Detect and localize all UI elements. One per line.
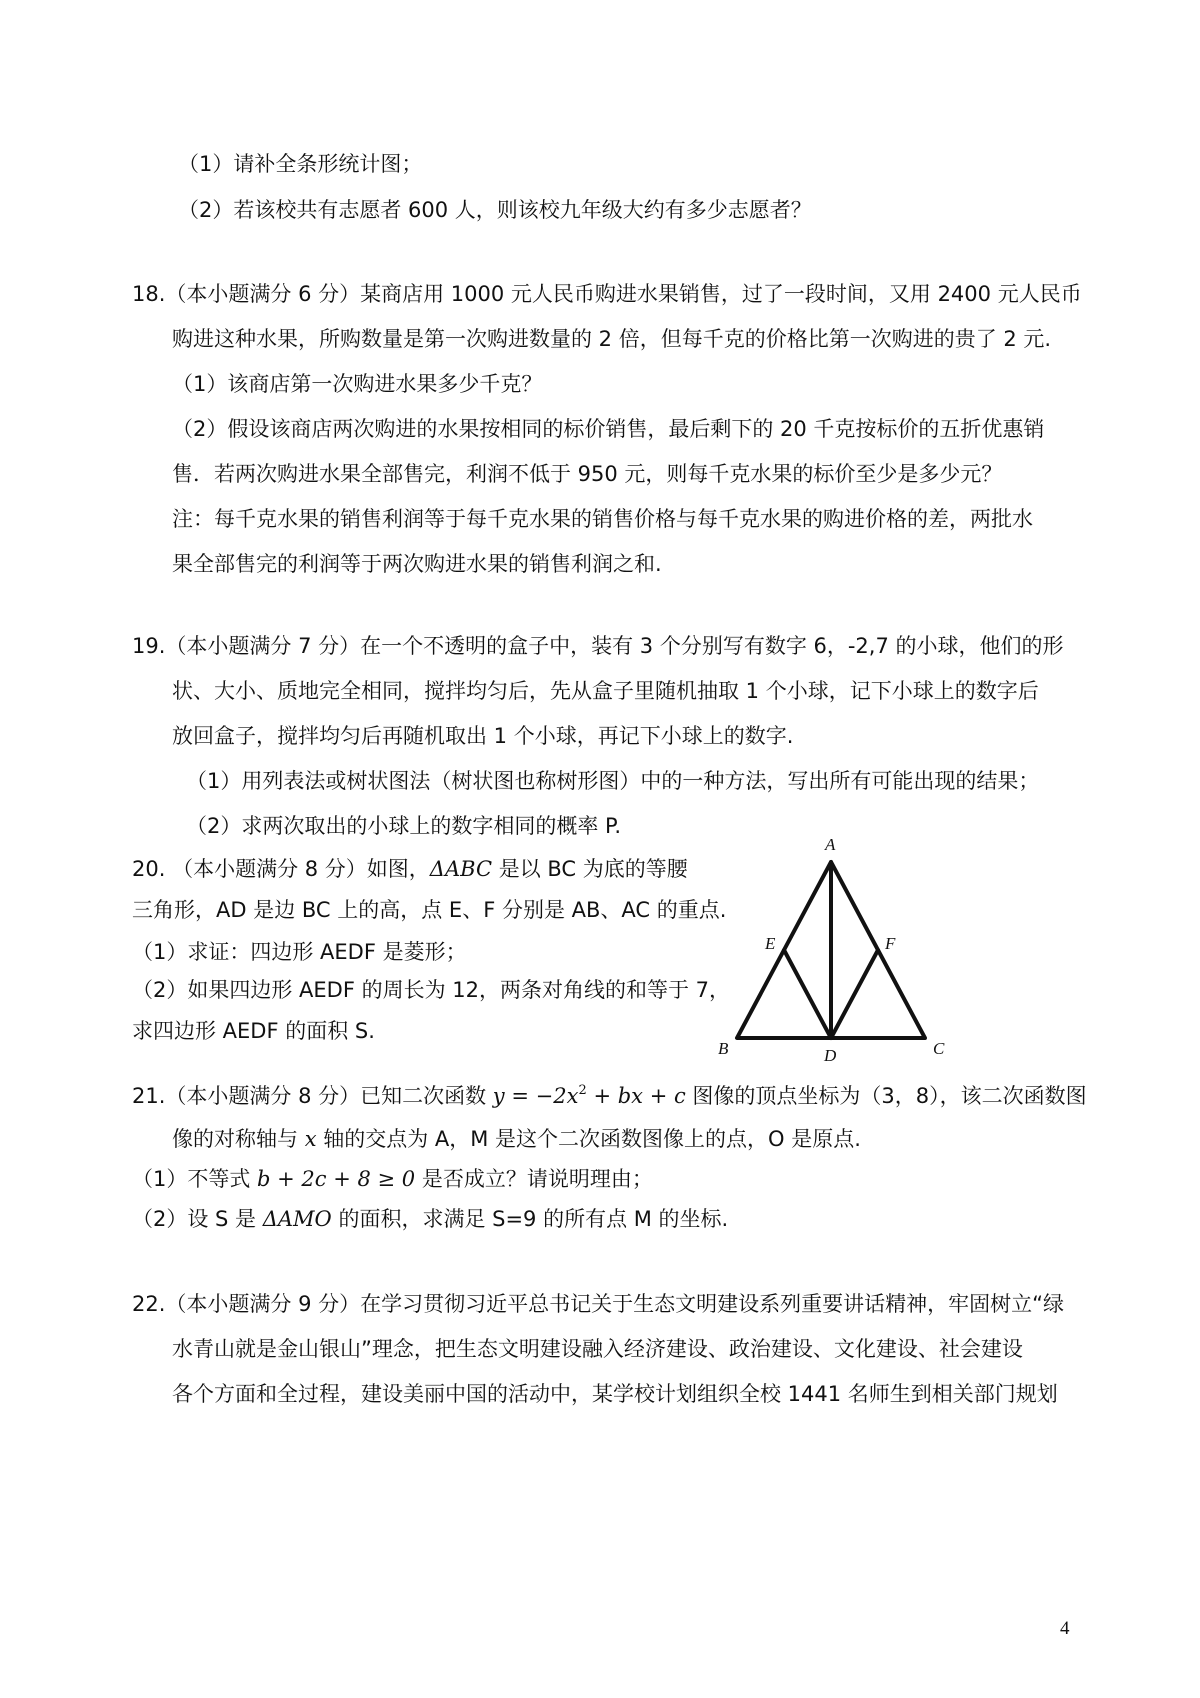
- q18-line5: 售．若两次购进水果全部售完，利润不低于 950 元，则每千克水果的标价至少是多少元？: [172, 462, 1003, 486]
- triangle-amo: ΔAMO: [262, 1207, 332, 1231]
- label-c: C: [933, 1039, 945, 1058]
- q22-line1: 22.（本小题满分 9 分）在学习贯彻习近平总书记关于生态文明建设系列重要讲话精神，牢固树立“绿: [132, 1292, 1064, 1316]
- segment-ed: [784, 950, 831, 1038]
- q19-line3: 放回盒子，搅拌均匀后再随机取出 1 个小球，再记下小球上的数字.: [172, 724, 794, 748]
- q18-line2: 购进这种水果，所购数量是第一次购进数量的 2 倍，但每千克的价格比第一次购进的贵了 2 元.: [172, 327, 1052, 351]
- segment-fd: [831, 950, 878, 1038]
- label-d: D: [824, 1046, 837, 1065]
- q18-line1: 18.（本小题满分 6 分）某商店用 1000 元人民币购进水果销售，过了一段时间，又用 2400 元人民币: [132, 282, 1082, 306]
- q20-line1-b: 是以 BC 为底的等腰: [492, 857, 688, 881]
- q22-line3: 各个方面和全过程，建设美丽中国的活动中，某学校计划组织全校 1441 名师生到相关部门规划: [172, 1382, 1058, 1406]
- label-f: F: [885, 934, 896, 953]
- q22-line2: 水青山就是金山银山”理念，把生态文明建设融入经济建设、政治建设、文化建设、社会建设: [172, 1337, 1023, 1361]
- q19-line2: 状、大小、质地完全相同，搅拌均匀后，先从盒子里随机抽取 1 个小球，记下小球上的数字后: [172, 679, 1039, 703]
- q21-part2: [132, 1205, 728, 1233]
- q20-triangle-abc: ΔABC: [429, 857, 493, 881]
- q18-note: 注：每千克水果的销售利润等于每千克水果的销售价格与每千克水果的购进价格的差，两批水: [172, 507, 1033, 531]
- q21-part2-a: （2）设 S 是: [132, 1207, 263, 1231]
- q17-part1: （1）请补全条形统计图；: [178, 152, 423, 176]
- x-variable: x: [304, 1127, 317, 1151]
- q17-part2: （2）若该校共有志愿者 600 人，则该校九年级大约有多少志愿者？: [178, 198, 812, 222]
- q20-part2: （2）如果四边形 AEDF 的周长为 12，两条对角线的和等于 7，: [132, 978, 731, 1002]
- label-a: A: [825, 835, 836, 854]
- q21-part2-b: 的面积，求满足 S=9 的所有点 M 的坐标.: [331, 1207, 729, 1231]
- quadratic-formula: $y = -2x^2$ + bx + c: [492, 1083, 686, 1108]
- q19-part1: （1）用列表法或树状图法（树状图也称树形图）中的一种方法，写出所有可能出现的结果；: [186, 769, 1040, 793]
- label-e: E: [765, 934, 776, 953]
- triangle-diagram: [700, 830, 970, 1080]
- label-b: B: [718, 1039, 729, 1058]
- q18-part1: （1）该商店第一次购进水果多少千克？: [172, 372, 543, 396]
- q21-part1-b: 是否成立？请说明理由；: [415, 1167, 653, 1191]
- q21-part1: [132, 1165, 653, 1193]
- q21-line2: [172, 1125, 861, 1153]
- q21-line1-a: 21.（本小题满分 8 分）已知二次函数: [132, 1084, 493, 1108]
- q19-line1: 19.（本小题满分 7 分）在一个不透明的盒子中，装有 3 个分别写有数字 6，-2,7 的小球，他们的形: [132, 634, 1064, 658]
- q21-line2-a: 像的对称轴与: [172, 1127, 305, 1151]
- inequality: b + 2c + 8 ≥ 0: [257, 1167, 416, 1191]
- q21-line1: [132, 1082, 1087, 1110]
- q20-line1-a: 20. （本小题满分 8 分）如图，: [132, 857, 430, 881]
- q20-line5: 求四边形 AEDF 的面积 S.: [132, 1019, 375, 1043]
- q20-part1: （1）求证：四边形 AEDF 是菱形；: [132, 940, 467, 964]
- q19-part2: （2）求两次取出的小球上的数字相同的概率 P.: [186, 814, 622, 838]
- q20-line1: [132, 855, 688, 883]
- q21-part1-a: （1）不等式: [132, 1167, 258, 1191]
- page-number: 4: [1060, 1618, 1070, 1639]
- q18-part2: （2）假设该商店两次购进的水果按相同的标价销售，最后剩下的 20 千克按标价的五折优惠销: [172, 417, 1045, 441]
- q21-line1-b: 图像的顶点坐标为（3，8），该二次函数图: [685, 1084, 1087, 1108]
- q18-note-cont: 果全部售完的利润等于两次购进水果的销售利润之和.: [172, 552, 662, 576]
- q21-line2-b: 轴的交点为 A，M 是这个二次函数图像上的点，O 是原点.: [316, 1127, 861, 1151]
- q20-line2: 三角形，AD 是边 BC 上的高，点 E、F 分别是 AB、AC 的重点.: [132, 898, 727, 922]
